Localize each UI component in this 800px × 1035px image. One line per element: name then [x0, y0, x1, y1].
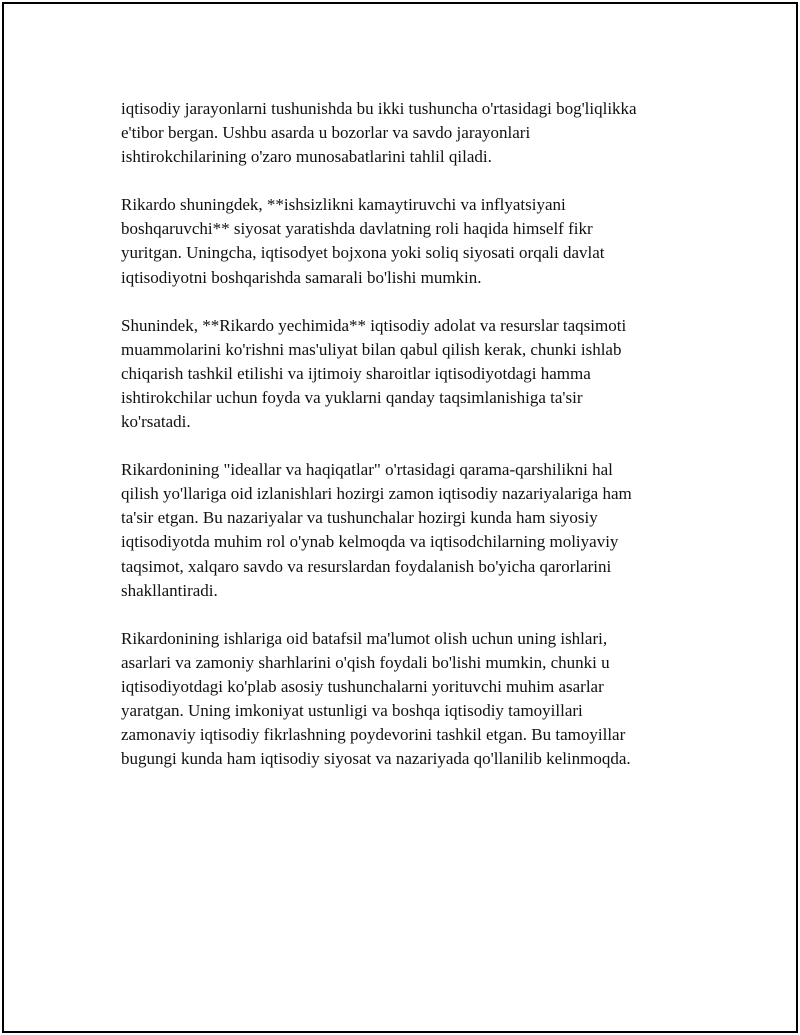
paragraph-4: Rikardonining "ideallar va haqiqatlar" o'rtasidagi qarama-qarshilikni hal qilish yo'llariga oid izlanishlari hozirgi zamon iqtisodiy nazariyalariga ham ta'sir etgan. Bu nazariyalar va tushunchalar hozirgi kunda ham siyosiy iqtisodiyotda muhim rol o'ynab kelmoqda va iqtisodchilarning moliyaviy taqsimot, xalqaro savdo va resurslardan foydalanish bo'yicha qarorlarini shakllantiradi. — [121, 460, 632, 600]
document-body — [121, 97, 691, 795]
paragraph-2: Rikardo shuningdek, **ishsizlikni kamaytiruvchi va inflyatsiyani boshqaruvchi** siyosat yaratishda davlatning roli haqida himself fikr yuritgan. Uningcha, iqtisodyet bojxona yoki soliq siyosati orqali davlat iqtisodiyotni boshqarishda samarali bo'lishi mumkin. — [121, 195, 605, 287]
page-frame — [2, 2, 798, 1033]
paragraph-5: Rikardonining ishlariga oid batafsil ma'lumot olish uchun uning ishlari, asarlari va zamoniy sharhlarini o'qish foydali bo'lishi mumkin, chunki u iqtisodiyotdagi ko'plab asosiy tushunchalarni yorituvchi muhim asarlar yaratgan. Uning imkoniyat ustunligi va boshqa iqtisodiy tamoyillari zamonaviy iqtisodiy fikrlashning poydevorini tashkil etgan. Bu tamoyillar bugungi kunda ham iqtisodiy siyosat va nazariyada qo'llanilib kelinmoqda. — [121, 628, 631, 769]
paragraph-3: Shunindek, **Rikardo yechimida** iqtisodiy adolat va resurslar taqsimoti muammolarini ko'rishni mas'uliyat bilan qabul qilish kerak, chunki ishlab chiqarish tashkil etilishi va ijtimoiy sharoitlar iqtisodiyotdagi hamma ishtirokchilar uchun foyda va yuklarni qanday taqsimlanishiga ta'sir ko'rsatadi. — [121, 315, 627, 432]
paragraph-1: iqtisodiy jarayonlarni tushunishda bu ikki tushuncha o'rtasidagi bog'liqlikka e'tibor bergan. Ushbu asarda u bozorlar va savdo jarayonlari ishtirokchilarining o'zaro munosabatlarini tahlil qiladi. — [121, 99, 637, 167]
